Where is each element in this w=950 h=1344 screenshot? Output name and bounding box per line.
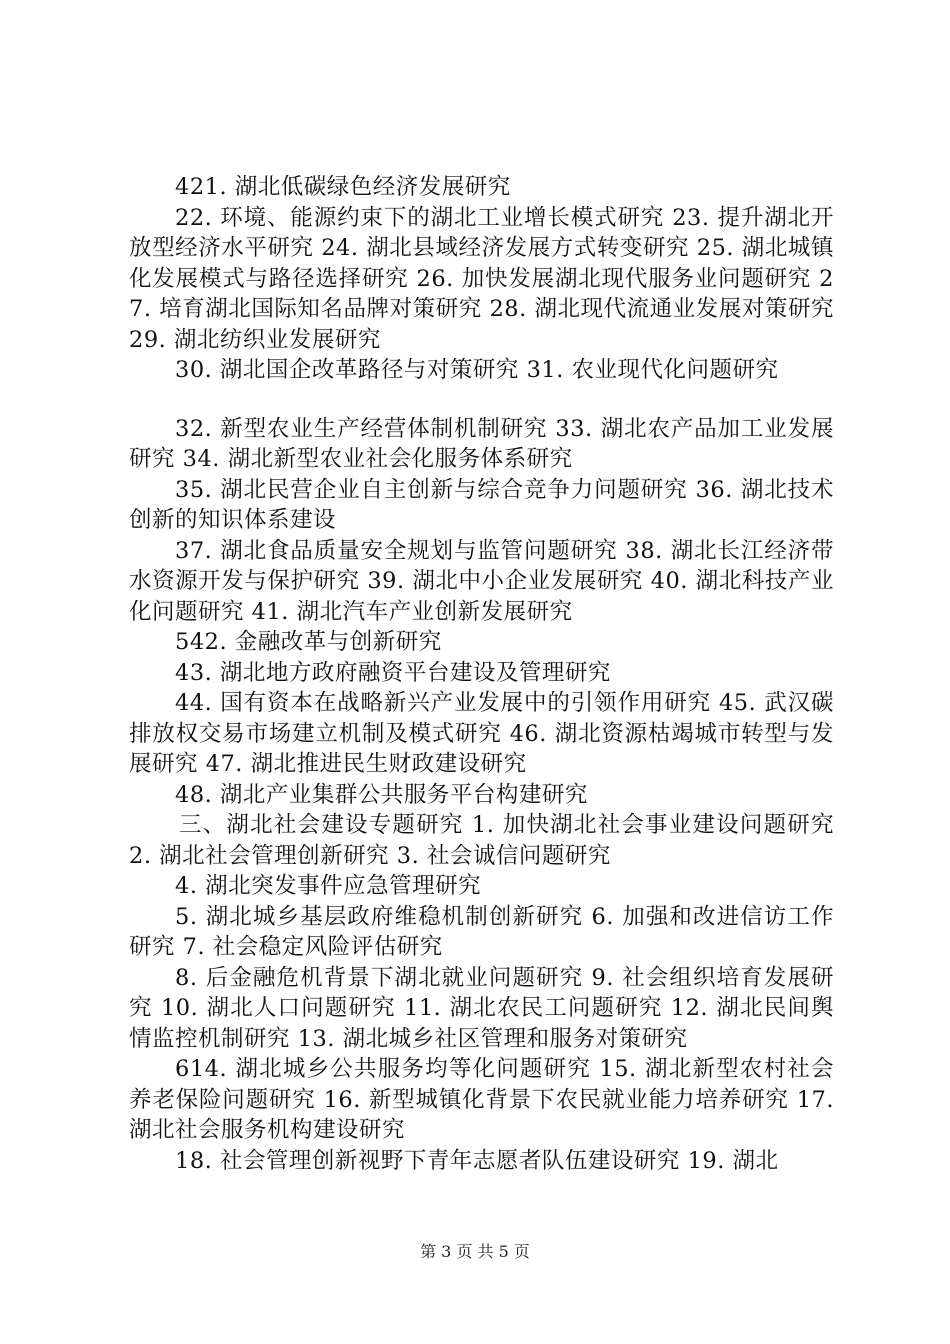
paragraph-gap (129, 386, 834, 414)
page-footer (0, 1242, 950, 1262)
section-heading-paragraph: 三、湖北社会建设专题研究 1. 加快湖北社会事业建设问题研究 2. 湖北社会管理创新研究 3. 社会诚信问题研究 (129, 812, 834, 869)
paragraph: 22. 环境、能源约束下的湖北工业增长模式研究 23. 提升湖北开放型经济水平研究 24. 湖北县域经济发展方式转变研究 25. 湖北城镇化发展模式与路径选择研究 26. 加快发展湖北现代服务业问题研究 27. 培育湖北国际知名品牌对策研究 28. 湖北现代流通业发展对策研究 29. 湖北纺织业发展研究 (129, 204, 834, 353)
paragraph: 44. 国有资本在战略新兴产业发展中的引领作用研究 45. 武汉碳排放权交易市场建立机制及模式研究 46. 湖北资源枯竭城市转型与发展研究 47. 湖北推进民生财政建设研究 (129, 690, 834, 777)
document-body (129, 172, 834, 1176)
paragraph: 5. 湖北城乡基层政府维稳机制创新研究 6. 加强和改进信访工作研究 7. 社会稳定风险评估研究 (129, 903, 834, 960)
paragraph: 30. 湖北国企改革路径与对策研究 31. 农业现代化问题研究 (175, 357, 779, 383)
paragraph: 542. 金融改革与创新研究 (175, 629, 442, 655)
paragraph: 48. 湖北产业集群公共服务平台构建研究 (175, 781, 588, 808)
paragraph: 614. 湖北城乡公共服务均等化问题研究 15. 湖北新型农村社会养老保险问题研究 16. 新型城镇化背景下农民就业能力培养研究 17. 湖北社会服务机构建设研究 (129, 1056, 834, 1143)
paragraph: 43. 湖北地方政府融资平台建设及管理研究 (175, 659, 611, 686)
paragraph: 4. 湖北突发事件应急管理研究 (175, 873, 482, 899)
paragraph: 32. 新型农业生产经营体制机制研究 33. 湖北农产品加工业发展研究 34. 湖北新型农业社会化服务体系研究 (129, 415, 834, 472)
page-number-label: 第 3 页 共 5 页 (420, 1242, 530, 1261)
paragraph: 421. 湖北低碳绿色经济发展研究 (175, 174, 511, 200)
paragraph: 8. 后金融危机背景下湖北就业问题研究 9. 社会组织培育发展研究 10. 湖北人口问题研究 11. 湖北农民工问题研究 12. 湖北民间舆情监控机制研究 13. 湖北城乡社区管理和服务对策研究 (129, 964, 834, 1052)
paragraph: 35. 湖北民营企业自主创新与综合竞争力问题研究 36. 湖北技术创新的知识体系建设 (129, 476, 834, 533)
paragraph: 37. 湖北食品质量安全规划与监管问题研究 38. 湖北长江经济带水资源开发与保护研究 39. 湖北中小企业发展研究 40. 湖北科技产业化问题研究 41. 湖北汽车产业创新发展研究 (129, 537, 834, 625)
paragraph: 18. 社会管理创新视野下青年志愿者队伍建设研究 19. 湖北 (175, 1147, 779, 1174)
